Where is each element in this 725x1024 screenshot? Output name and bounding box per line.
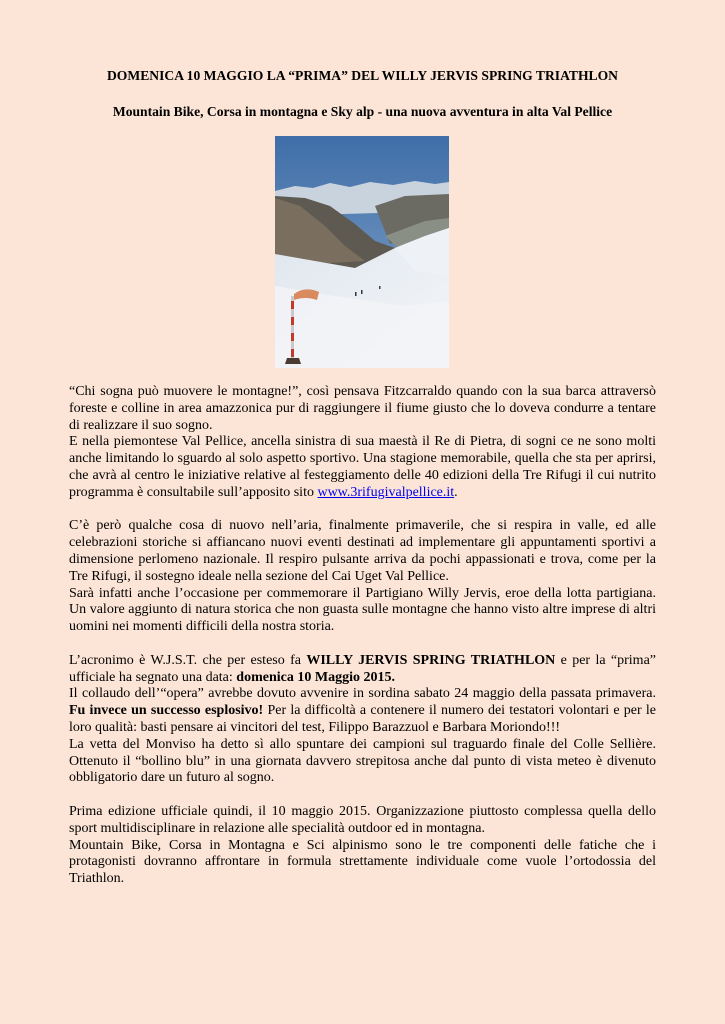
- paragraph: “Chi sogna può muovere le montagne!”, così pensava Fitzcarraldo quando con la sua barca attraversò foreste e colline in area amazzonica pur di raggiungere il fiume giusto che lo doveva condurre a tentare di realizzare il suo sogno.: [69, 384, 656, 433]
- article-subtitle: Mountain Bike, Corsa in montagna e Sky alp - una nuova avventura in alta Val Pellice: [112, 104, 613, 119]
- paragraph: La vetta del Monviso ha detto sì allo spuntare dei campioni sul traguardo finale del Colle Sellière. Ottenuto il “bollino blu” in una giornata davvero strepitosa anche dal punto di vista meteo è divenuto obbligatorio dare un futuro al sogno.: [69, 736, 656, 786]
- paragraph: [69, 434, 656, 501]
- event-name: WILLY JERVIS SPRING TRIATHLON: [306, 652, 556, 668]
- paragraph: C’è però qualche cosa di nuovo nell’aria, finalmente primaverile, che si respira in valle, ed alle celebrazioni storiche si affiancano nuovi eventi destinati ad implementare gli appuntamenti sportivi a dimensione perlomeno nazionale. Il respiro pulsante arriva da pochi appassionati e trova, come per la Tre Rifugi, il sostegno ideale nella sezione del Cai Uget Val Pellice.: [69, 518, 656, 584]
- paragraph-text: e per la “prima” ufficiale ha segnato una data:: [69, 652, 656, 685]
- event-date: domenica 10 Maggio 2015.: [236, 669, 395, 685]
- emphasis: Fu invece un successo esplosivo!: [69, 703, 264, 719]
- paragraph-text: E nella piemontese Val Pellice, ancella sinistra di sua maestà il Re di Pietra, di sogni ce ne sono molti anche limitando lo sguardo al solo aspetto sportivo. Una stagione memorabile, quella che sta per aprirsi, che avrà al centro le iniziative relative al festeggiamento delle 40 edizioni della Tre Rifugi il cui nutrito programma è consultabile sull’apposito sito: [69, 434, 656, 500]
- paragraph: [69, 653, 656, 687]
- paragraph-text: .: [454, 484, 458, 500]
- paragraph: Prima edizione ufficiale quindi, il 10 maggio 2015. Organizzazione piuttosto complessa quella dello sport multidisciplinare in relazione alle specialità outdoor ed in montagna.: [69, 803, 656, 836]
- paragraph-text: L’acronimo è W.J.S.T. che per esteso fa: [69, 652, 307, 668]
- paragraph: Mountain Bike, Corsa in Montagna e Sci alpinismo sono le tre componenti delle fatiche che i protagonisti dovranno affrontare in formula strettamente individuale come vuole l’ortodossia del Triathlon.: [69, 837, 656, 887]
- mountain-snow-photo: [275, 136, 449, 368]
- paragraph: [69, 686, 656, 736]
- paragraph-text: Il collaudo dell’“opera” avrebbe dovuto avvenire in sordina sabato 24 maggio della passata primavera.: [69, 686, 656, 702]
- paragraph-text: Per la difficoltà a contenere il numero dei testatori volontari e per le loro qualità: basti pensare ai vincitori del test, Filippo Barazzuol e Barbara Moriondo!!!: [69, 703, 656, 735]
- website-link[interactable]: www.3rifugivalpellice.it: [317, 484, 455, 500]
- paragraph: Sarà infatti anche l’occasione per commemorare il Partigiano Willy Jervis, eroe della lotta partigiana. Un valore aggiunto di natura storica che non guasta sulle montagne che hanno visto altre imprese di altri uomini nei momenti difficili della nostra storia.: [69, 585, 656, 635]
- article-body: [69, 384, 656, 888]
- article-title: DOMENICA 10 MAGGIO LA “PRIMA” DEL WILLY JERVIS SPRING TRIATHLON: [106, 68, 618, 83]
